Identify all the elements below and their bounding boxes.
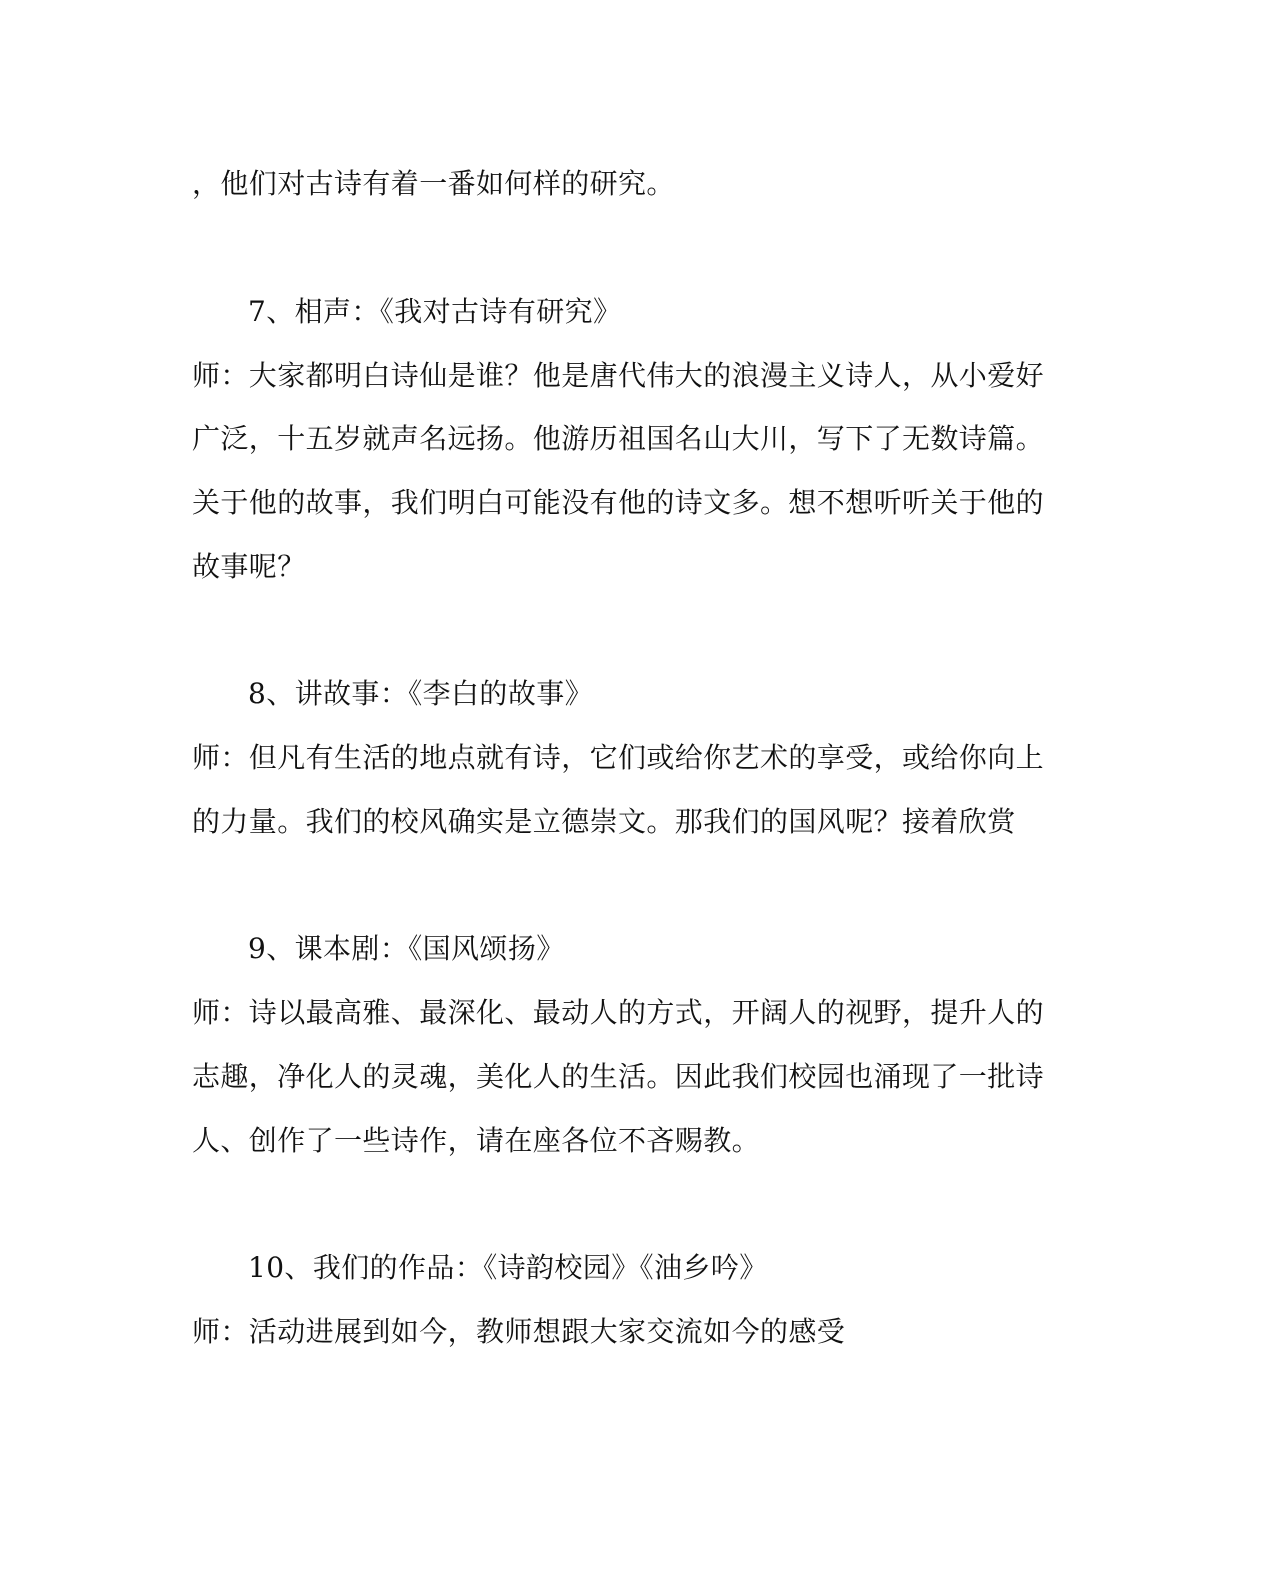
section-heading: 8、讲故事：《李白的故事》 [248,677,594,710]
section-heading: 10、我们的作品：《诗韵校园》《油乡吟》 [248,1251,768,1284]
section-heading: 7、相声：《我对古诗有研究》 [248,295,622,328]
text-line: 志趣，净化人的灵魂，美化人的生活。因此我们校园也涌现了一批诗 [192,1060,1045,1093]
text-line: 广泛，十五岁就声名远扬。他游历祖国名山大川，写下了无数诗篇。 [192,422,1045,455]
text-line: 关于他的故事，我们明白可能没有他的诗文多。想不想听听关于他的 [192,486,1045,519]
text-line: 师：但凡有生活的地点就有诗，它们或给你艺术的享受，或给你向上 [192,741,1045,774]
text-line: 的力量。我们的校风确实是立德崇文。那我们的国风呢？接着欣赏 [192,805,1016,838]
text-line: 师：大家都明白诗仙是谁？他是唐代伟大的浪漫主义诗人，从小爱好 [192,359,1045,392]
text-line: 故事呢？ [192,550,306,583]
text-line: 人、创作了一些诗作，请在座各位不吝赐教。 [192,1124,761,1157]
text-line: 师：诗以最高雅、最深化、最动人的方式，开阔人的视野，提升人的 [192,996,1045,1029]
text-line: 师：活动进展到如今，教师想跟大家交流如今的感受 [192,1315,846,1348]
section-heading: 9、课本剧：《国风颂扬》 [248,932,565,965]
text-line: ，他们对古诗有着一番如何样的研究。 [192,167,675,200]
